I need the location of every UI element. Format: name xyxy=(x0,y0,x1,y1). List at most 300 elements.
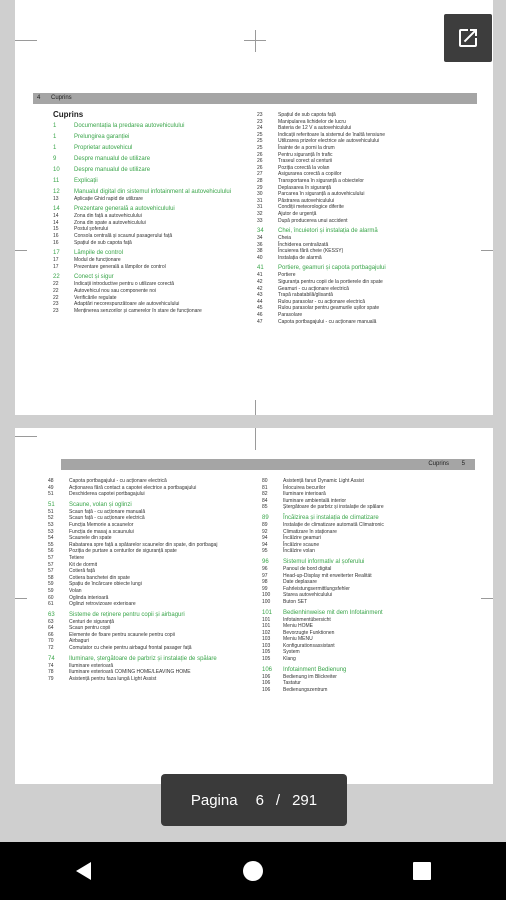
toc-section-heading[interactable] xyxy=(257,265,468,272)
toc-entry[interactable] xyxy=(257,286,468,293)
toc-entry-title: Cheia xyxy=(278,235,292,242)
toc-page-number: 9 xyxy=(53,155,57,162)
toc-entry-title: Manipularea lichidelor de lucru xyxy=(278,118,346,125)
toc-entry-title: Poziția corectă la volan xyxy=(278,164,330,171)
page-label: Pagina xyxy=(190,791,238,809)
toc-entry[interactable] xyxy=(262,498,473,505)
toc-page-number: 33 xyxy=(257,217,263,224)
toc-entry-title: Fahrleistungsermittlungsfehler xyxy=(283,585,350,592)
toc-entry[interactable] xyxy=(262,630,473,637)
toc-entry[interactable] xyxy=(48,619,259,626)
crop-mark xyxy=(15,250,27,251)
toc-page-number: 16 xyxy=(53,239,59,246)
toc-entry[interactable] xyxy=(53,213,264,220)
header-label: Cuprins xyxy=(51,95,72,101)
toc-entry-title: Lămpile de control xyxy=(74,250,124,257)
toc-page-number: 24 xyxy=(257,125,263,132)
toc-entry-title: Tetiere xyxy=(69,554,85,561)
toc-entry-title: System xyxy=(283,649,300,656)
toc-section-heading[interactable] xyxy=(53,189,264,196)
toc-section-heading[interactable] xyxy=(53,167,264,174)
toc-entry-title: Panoul de bord digital xyxy=(283,565,332,572)
toc-entry-title: Asigurarea corectă a copiilor xyxy=(278,171,342,178)
page-number: 5 xyxy=(461,461,465,467)
toc-entry-title: Păstrarea autovehiculului xyxy=(278,197,335,204)
toc-page-number: 14 xyxy=(53,219,59,226)
header-label: Cuprins xyxy=(428,461,449,467)
page-number: 4 xyxy=(37,95,41,101)
toc-page-number: 34 xyxy=(257,228,264,235)
recents-button[interactable] xyxy=(392,851,452,891)
toc-entry-title: Portiere, geamuri și capota portbagajului xyxy=(278,265,386,272)
toc-page-number: 42 xyxy=(257,279,263,286)
toc-page-number: 60 xyxy=(48,594,54,601)
toc-entry-title: Condiții meteorologice diferite xyxy=(278,204,344,211)
toc-page-number: 51 xyxy=(48,508,54,515)
toc-entry-title: Starea autovehiculului xyxy=(283,592,333,599)
toc-entry[interactable] xyxy=(257,185,468,192)
toc-page-number: 51 xyxy=(48,501,55,508)
toc-section-heading[interactable] xyxy=(53,206,264,213)
toc-section-heading[interactable] xyxy=(53,145,264,152)
toc-entry-title: Verificările regulate xyxy=(74,294,117,301)
toc-section-heading[interactable] xyxy=(48,502,259,509)
crop-mark xyxy=(255,428,256,450)
total-pages: 291 xyxy=(292,791,318,809)
toc-section-heading[interactable] xyxy=(48,656,259,663)
toc-entry[interactable] xyxy=(48,632,259,639)
toc-column-left xyxy=(53,112,264,314)
toc-page-number: 106 xyxy=(262,680,271,687)
crop-mark xyxy=(481,598,493,599)
toc-entry-title: Iluminare, ștergătoare de parbriz și instalație de spălare xyxy=(69,655,217,662)
toc-entry[interactable] xyxy=(48,676,259,683)
toc-entry[interactable] xyxy=(48,645,259,652)
toc-entry[interactable] xyxy=(262,599,473,606)
toc-entry-title: Spațiu de încărcare obiecte lungi xyxy=(69,581,142,588)
toc-entry[interactable] xyxy=(262,478,473,485)
toc-page-number: 26 xyxy=(257,158,263,165)
toc-entry[interactable] xyxy=(257,158,468,165)
toc-entry-title: Iluminare exterioară xyxy=(69,662,114,669)
toc-entry[interactable] xyxy=(262,636,473,643)
toc-entry-title: Înainte de a porni la drum xyxy=(278,144,335,151)
toc-entry-title: Meniu MENU xyxy=(283,636,313,643)
toc-entry[interactable] xyxy=(48,638,259,645)
toc-entry[interactable] xyxy=(257,119,468,126)
android-navigation-bar xyxy=(0,842,506,900)
toc-page-number: 17 xyxy=(53,263,59,270)
toc-page-number: 1 xyxy=(53,122,57,129)
toc-section-heading[interactable] xyxy=(262,515,473,522)
toc-page-number: 57 xyxy=(48,561,54,568)
toc-entry[interactable] xyxy=(257,299,468,306)
toc-entry-title: Aplicație Ghid rapid de utilizare xyxy=(74,195,143,202)
toc-entry[interactable] xyxy=(262,674,473,681)
toc-page-number: 57 xyxy=(48,554,54,561)
toc-page-number: 23 xyxy=(53,307,59,314)
current-page: 6 xyxy=(255,791,264,809)
toc-page-number: 96 xyxy=(262,565,268,572)
toc-entry[interactable] xyxy=(262,617,473,624)
open-external-icon xyxy=(456,26,480,50)
toc-entry[interactable] xyxy=(262,643,473,650)
home-button[interactable] xyxy=(223,851,283,891)
toc-page-number: 45 xyxy=(257,305,263,312)
toc-page-number: 28 xyxy=(257,177,263,184)
toc-page-number: 1 xyxy=(53,133,57,140)
toc-entry[interactable] xyxy=(257,211,468,218)
toc-entry[interactable] xyxy=(257,171,468,178)
toc-entry[interactable] xyxy=(257,198,468,205)
page-indicator[interactable] xyxy=(161,774,347,826)
toc-entry-title: Înlocuirea becurilor xyxy=(283,484,326,491)
page-header-band xyxy=(33,93,477,104)
toc-entry-title: Autovehicul nou sau componente noi xyxy=(74,287,157,294)
crop-mark xyxy=(255,400,256,415)
toc-entry-title: Încălzirea și instalația de climatizare xyxy=(283,514,379,521)
toc-section-heading[interactable] xyxy=(262,610,473,617)
toc-page-number: 44 xyxy=(257,298,263,305)
toc-entry-title: Geamuri - cu acționare electrică xyxy=(278,285,349,292)
toc-page-number: 100 xyxy=(262,598,271,605)
toc-entry[interactable] xyxy=(48,575,259,582)
toc-entry[interactable] xyxy=(262,680,473,687)
toc-entry-title: Infotainment Bedienung xyxy=(283,666,347,673)
toc-entry-title: Rabatarea spre față a spătarelor scaunelor din spate, din portbagaj xyxy=(69,541,218,548)
toc-entry[interactable] xyxy=(262,491,473,498)
toc-entry-title: Consola centrală și scaunul pasagerului față xyxy=(74,232,173,239)
toc-page-number: 101 xyxy=(262,609,273,616)
toc-entry-title: Spațiul de sub capota față xyxy=(74,239,132,246)
toc-entry[interactable] xyxy=(48,669,259,676)
toc-page-number: 23 xyxy=(53,301,59,308)
home-circle-icon xyxy=(242,860,264,882)
toc-page-number: 101 xyxy=(262,616,271,623)
toc-entry-title: Oglinda interioară xyxy=(69,594,109,601)
toc-entry-title: Tastatur xyxy=(283,680,301,687)
toc-entry[interactable] xyxy=(257,165,468,172)
toc-entry[interactable] xyxy=(262,656,473,663)
toc-section-heading[interactable] xyxy=(53,274,264,281)
toc-page-number: 32 xyxy=(257,210,263,217)
toc-entry[interactable] xyxy=(262,579,473,586)
crop-mark xyxy=(244,40,266,41)
toc-page-number: 26 xyxy=(257,151,263,158)
toc-entry-title: Încălzire scaune xyxy=(283,541,320,548)
toc-section-heading[interactable] xyxy=(53,123,264,130)
toc-entry-title: Sistemul informativ al șoferului xyxy=(283,558,365,565)
toc-entry-title: Parcarea în siguranță a autovehiculului xyxy=(278,191,365,198)
toc-page-number: 96 xyxy=(262,558,269,565)
toc-entry[interactable] xyxy=(262,566,473,573)
toc-entry[interactable] xyxy=(257,319,468,326)
toc-entry[interactable] xyxy=(48,663,259,670)
toc-page-number: 102 xyxy=(262,629,271,636)
page-header-band xyxy=(61,459,475,470)
toc-entry-title: Bevorzugte Funktionen xyxy=(283,629,335,636)
toc-entry[interactable] xyxy=(48,478,259,485)
toc-page-number: 74 xyxy=(48,655,55,662)
toc-entry[interactable] xyxy=(48,588,259,595)
open-external-button[interactable] xyxy=(444,14,492,62)
toc-entry-title: Prelungirea garanției xyxy=(74,133,130,140)
toc-entry[interactable] xyxy=(48,535,259,542)
toc-section-heading[interactable] xyxy=(262,559,473,566)
back-button[interactable] xyxy=(54,851,114,891)
toc-entry[interactable] xyxy=(257,279,468,286)
toc-page-number: 22 xyxy=(53,294,59,301)
toc-entry[interactable] xyxy=(48,625,259,632)
toc-entry-title: Spațiul de sub capota față xyxy=(278,112,336,118)
toc-entry-title: Deplasarea în siguranță xyxy=(278,184,332,191)
toc-entry-title: Klang xyxy=(283,656,296,663)
toc-entry[interactable] xyxy=(262,548,473,555)
toc-entry-title: Bedienung im Blickreiter xyxy=(283,673,337,680)
toc-entry[interactable] xyxy=(262,522,473,529)
toc-entry[interactable] xyxy=(48,485,259,492)
toc-section-heading[interactable] xyxy=(53,156,264,163)
toc-entry[interactable] xyxy=(257,292,468,299)
crop-mark xyxy=(15,598,27,599)
toc-entry[interactable] xyxy=(257,255,468,262)
toc-page-number: 72 xyxy=(48,645,54,652)
toc-entry[interactable] xyxy=(257,248,468,255)
toc-entry[interactable] xyxy=(53,281,264,288)
toc-entry[interactable] xyxy=(257,218,468,225)
toc-entry[interactable] xyxy=(257,152,468,159)
toc-entry[interactable] xyxy=(53,264,264,271)
toc-entry-title: Funcția Memorie a scaunelor xyxy=(69,521,134,528)
toc-entry-title: După producerea unui accident xyxy=(278,217,348,224)
toc-page-number: 53 xyxy=(48,528,54,535)
toc-entry-title: Airbaguri xyxy=(69,638,90,645)
toc-page-number: 11 xyxy=(53,177,60,184)
toc-entry-title: Rulou parasolar pentru geamurile ușilor spate xyxy=(278,305,380,312)
toc-entry-title: Oglinzi retrovizoare exterioare xyxy=(69,601,136,608)
recents-square-icon xyxy=(412,861,432,881)
toc-entry-title: Asistență pentru faza lungă Light Assist xyxy=(69,675,157,682)
toc-entry-title: Siguranța pentru copii de la portierele din spate xyxy=(278,279,383,286)
toc-page-number: 100 xyxy=(262,592,271,599)
toc-entry-title: Scaun față - cu acționare electrică xyxy=(69,515,145,522)
toc-page-number: 25 xyxy=(257,144,263,151)
toc-entry[interactable] xyxy=(53,301,264,308)
toc-page-number: 85 xyxy=(262,504,268,511)
toc-page-number: 63 xyxy=(48,611,55,618)
toc-entry-title: Instalație de climatizare automată Climatronic xyxy=(283,521,384,528)
toc-entry-title: Buton SET xyxy=(283,598,308,605)
toc-entry[interactable] xyxy=(48,581,259,588)
toc-page-number: 30 xyxy=(257,191,263,198)
toc-page-number: 105 xyxy=(262,656,271,663)
toc-page-number: 15 xyxy=(53,226,59,233)
toc-page-number: 101 xyxy=(262,623,271,630)
toc-page-number: 27 xyxy=(257,171,263,178)
toc-entry-title: Transportarea în siguranță a obiectelor xyxy=(278,177,364,184)
toc-entry-title: Bedienhinweise mit dem Infotainment xyxy=(283,609,383,616)
toc-entry[interactable] xyxy=(53,295,264,302)
toc-entry[interactable] xyxy=(257,305,468,312)
toc-entry[interactable] xyxy=(262,687,473,694)
toc-entry[interactable] xyxy=(262,623,473,630)
toc-page-number: 81 xyxy=(262,484,268,491)
toc-entry-title: Despre manualul de utilizare xyxy=(74,155,151,162)
crop-mark xyxy=(481,250,493,251)
toc-entry-title: Încălzire geamuri xyxy=(283,535,322,542)
toc-entry-title: Indicații referitoare la sistemul de înaltă tensiune xyxy=(278,131,386,138)
toc-entry[interactable] xyxy=(257,204,468,211)
toc-page-number: 23 xyxy=(257,112,263,118)
toc-entry[interactable] xyxy=(53,257,264,264)
toc-entry-title: Manualul digital din sistemul infotainment al autovehiculului xyxy=(74,188,232,195)
toc-page-number: 22 xyxy=(53,287,59,294)
toc-entry[interactable] xyxy=(257,125,468,132)
toc-entry[interactable] xyxy=(48,542,259,549)
page-separator: / xyxy=(275,791,281,809)
toc-entry-title: Instalația de alarmă xyxy=(278,254,322,261)
toc-entry-title: Ajutor de urgență xyxy=(278,210,317,217)
toc-entry[interactable] xyxy=(48,491,259,498)
toc-page-number: 80 xyxy=(262,478,268,484)
crop-mark xyxy=(255,30,256,52)
toc-entry-title: Zona din spate a autovehiculului xyxy=(74,219,146,226)
toc-entry[interactable] xyxy=(48,522,259,529)
toc-entry[interactable] xyxy=(262,485,473,492)
toc-entry-title: Iluminare exterioară COMING HOME/LEAVING HOME xyxy=(69,669,191,676)
toc-entry[interactable] xyxy=(48,548,259,555)
toc-entry[interactable] xyxy=(257,145,468,152)
toc-entry-title: Scaune, volan și oglinzi xyxy=(69,501,132,508)
toc-entry[interactable] xyxy=(48,568,259,575)
toc-entry[interactable] xyxy=(48,555,259,562)
toc-page-number: 17 xyxy=(53,250,60,257)
toc-page-number: 36 xyxy=(257,241,263,248)
toc-entry-title: Portiere xyxy=(278,272,296,279)
toc-section-heading[interactable] xyxy=(257,228,468,235)
toc-entry[interactable] xyxy=(48,509,259,516)
toc-entry-title: Documentația la predarea autovehiculului xyxy=(74,122,185,129)
toc-entry[interactable] xyxy=(48,601,259,608)
toc-entry[interactable] xyxy=(48,595,259,602)
toc-entry-title: Despre manualul de utilizare xyxy=(74,166,151,173)
toc-page-number: 64 xyxy=(48,625,54,632)
toc-page-number: 54 xyxy=(48,535,54,542)
toc-section-heading[interactable] xyxy=(53,178,264,185)
toc-entry-title: Conect și sigur xyxy=(74,274,114,281)
toc-entry[interactable] xyxy=(262,649,473,656)
toc-entry[interactable] xyxy=(262,504,473,511)
toc-entry-title: Iluminare interioară xyxy=(283,491,326,498)
toc-page-number: 25 xyxy=(257,138,263,145)
toc-page-number: 58 xyxy=(48,574,54,581)
toc-page-number: 41 xyxy=(257,272,263,279)
toc-page-number: 29 xyxy=(257,184,263,191)
toc-entry-title: Capota portbagajului - cu acționare electrică xyxy=(69,478,167,484)
toc-entry-title: Elemente de fixare pentru scaunele pentru copii xyxy=(69,631,175,638)
toc-entry[interactable] xyxy=(262,573,473,580)
toc-entry[interactable] xyxy=(48,515,259,522)
toc-entry-title: Proprietar autovehicul xyxy=(74,144,133,151)
toc-entry[interactable] xyxy=(53,196,264,203)
toc-entry[interactable] xyxy=(257,132,468,139)
toc-page-number: 52 xyxy=(48,515,54,522)
toc-column-right xyxy=(257,112,468,325)
toc-page-number: 103 xyxy=(262,636,271,643)
toc-entry-title: Konfigurationsassistant xyxy=(283,642,335,649)
toc-entry[interactable] xyxy=(48,529,259,536)
toc-entry-title: Adaptări necorespunzătoare ale autovehiculului xyxy=(74,301,180,308)
toc-page-number: 95 xyxy=(262,548,268,555)
toc-entry[interactable] xyxy=(257,312,468,319)
toc-entry[interactable] xyxy=(257,272,468,279)
toc-page-number: 34 xyxy=(257,235,263,242)
toc-page-number: 63 xyxy=(48,618,54,625)
toc-page-number: 14 xyxy=(53,206,60,213)
toc-entry[interactable] xyxy=(48,562,259,569)
toc-page-number: 51 xyxy=(48,491,54,498)
toc-entry[interactable] xyxy=(257,112,468,119)
toc-page-number: 25 xyxy=(257,131,263,138)
toc-page-number: 43 xyxy=(257,292,263,299)
toc-entry-title: Cotiera banchetei din spate xyxy=(69,574,130,581)
toc-entry-title: Cotieră față xyxy=(69,568,95,575)
toc-entry[interactable] xyxy=(53,233,264,240)
toc-entry-title: Meniu HOME xyxy=(283,623,314,630)
toc-section-heading[interactable] xyxy=(48,612,259,619)
toc-entry[interactable] xyxy=(257,235,468,242)
crop-mark xyxy=(15,40,37,41)
toc-entry[interactable] xyxy=(53,288,264,295)
toc-section-heading[interactable] xyxy=(262,667,473,674)
toc-entry-title: Traseul corect al centurii xyxy=(278,158,333,165)
toc-page-number: 41 xyxy=(257,265,264,272)
toc-entry[interactable] xyxy=(53,226,264,233)
toc-entry[interactable] xyxy=(262,586,473,593)
toc-section-heading[interactable] xyxy=(53,250,264,257)
toc-page-number: 106 xyxy=(262,666,273,673)
toc-page-number: 1 xyxy=(53,144,57,151)
toc-entry[interactable] xyxy=(262,535,473,542)
toc-entry[interactable] xyxy=(53,220,264,227)
toc-entry-title: Pentru siguranță în trafic xyxy=(278,151,333,158)
toc-page-number: 78 xyxy=(48,669,54,676)
toc-entry-title: Trapă rabatabilă/glisantă xyxy=(278,292,333,299)
toc-page-number: 61 xyxy=(48,601,54,608)
toc-entry-title: Modul de funcționare xyxy=(74,257,121,264)
toc-entry-title: Comutator cu cheie pentru airbagul frontal pasager față xyxy=(69,645,192,652)
toc-section-heading[interactable] xyxy=(53,134,264,141)
toc-page-number: 48 xyxy=(48,478,54,484)
toc-entry-title: Head-up-Display mit erweiterter Realität xyxy=(283,572,372,579)
toc-entry-title: Scaun față - cu acționare manuală xyxy=(69,508,146,515)
toc-entry-title: Chei, încuietori și instalația de alarmă xyxy=(278,228,378,235)
toc-entry[interactable] xyxy=(257,138,468,145)
toc-entry[interactable] xyxy=(262,592,473,599)
toc-entry-title: Sisteme de reținere pentru copii și airbaguri xyxy=(69,611,185,618)
toc-entry-title: Prezentare generală a autovehiculului xyxy=(74,206,175,213)
toc-entry-title: Rulou parasolar - cu acționare electrică xyxy=(278,298,365,305)
toc-entry[interactable] xyxy=(53,240,264,247)
toc-entry-title: Încălzire volan xyxy=(283,548,315,555)
toc-entry[interactable] xyxy=(257,191,468,198)
toc-page-number: 59 xyxy=(48,587,54,594)
toc-entry[interactable] xyxy=(257,178,468,185)
toc-column-right xyxy=(262,478,473,693)
toc-page-number: 56 xyxy=(48,548,54,555)
toc-entry-title: Utilizarea prizelor electrice ale autovehiculului xyxy=(278,138,380,145)
toc-entry[interactable] xyxy=(53,308,264,315)
